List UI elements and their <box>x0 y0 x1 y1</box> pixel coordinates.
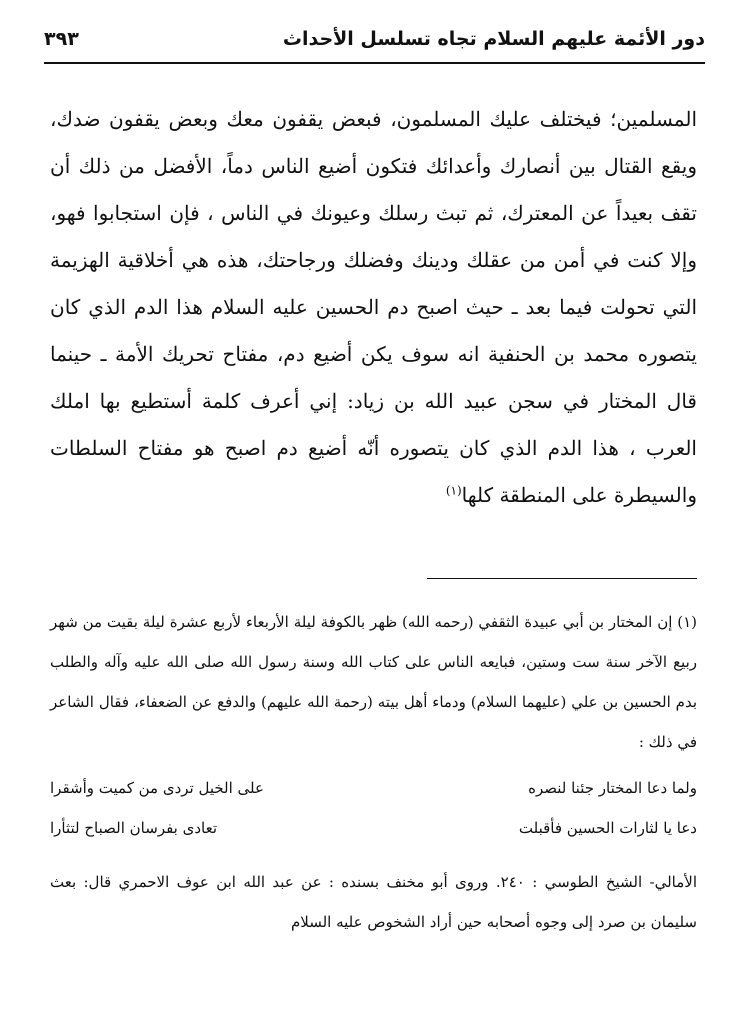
main-paragraph-text: المسلمين؛ فيختلف عليك المسلمون، فبعض يقفون معك وبعض يقفون ضدك، ويقع القتال بين أنصارك وأعدائك فتكون أضيع الناس دماً، الأفضل من ذلك أن تقف بعيداً عن المعترك، ثم تبث رسلك وعيونك في الناس ، فإن استجابوا فهو، وإلا كنت في أمن من عقلك ودينك وفضلك ورجاحتك، هذه هي أخلاقية الهزيمة التي تحولت فيما بعد ـ حيث اصبح دم الحسين عليه السلام هذا الدم الذي كان يتصوره محمد بن الحنفية انه سوف يكن أضيع دم، مفتاح تحريك الأمة ـ حينما قال المختار في سجن عبيد الله بن زياد: إني أعرف كلمة أستطيع بها املك العرب ، هذا الدم الذي كان يتصوره أنّه أضيع دم اصبح هو مفتاح السلطات والسيطرة على المنطقة كلها <box>50 107 697 507</box>
main-paragraph <box>50 96 697 519</box>
poem-verse <box>50 768 697 808</box>
footnote-separator <box>427 578 697 579</box>
verse-second-hemistich: تعادى بفرسان الصباح لتثأرا <box>50 819 218 837</box>
footnote-text: (١) إن المختار بن أبي عبيدة الثقفي (رحمه الله) ظهر بالكوفة ليلة الأربعاء لأربع عشرة ليلة بقيت من شهر ربيع الآخر سنة ست وستين، فبايعه الناس على كتاب الله وسنة رسول الله صلى الله عليه وآله والطلب بدم الحسين بن علي (عليهما السلام) ودماء أهل بيته (رحمة الله عليهم) والدفع عن الضعفاء، فقال الشاعر في ذلك : <box>50 613 697 751</box>
poem <box>50 768 697 848</box>
verse-first-hemistich: دعا يا لثارات الحسين فأقبلت <box>518 819 697 837</box>
header-rule <box>44 62 705 64</box>
verse-first-hemistich: ولما دعا المختار جئنا لنصره <box>528 779 697 797</box>
footnote-source: الأمالي- الشيخ الطوسي : ٢٤٠. وروى أبو مخنف بسنده : عن عبد الله ابن عوف الاحمري قال: بعث سليمان بن صرد إلى وجوه أصحابه حين أراد الشخوص عليه السلام <box>50 873 697 931</box>
footnote-reference: (١) <box>445 483 462 498</box>
verse-second-hemistich: على الخيل تردى من كميت وأشقرا <box>50 779 264 797</box>
page-number: ٣٩٣ <box>44 28 79 50</box>
page-header <box>44 24 705 60</box>
poem-verse <box>50 808 697 848</box>
running-title: دور الأئمة عليهم السلام تجاه تسلسل الأحداث <box>282 28 705 50</box>
